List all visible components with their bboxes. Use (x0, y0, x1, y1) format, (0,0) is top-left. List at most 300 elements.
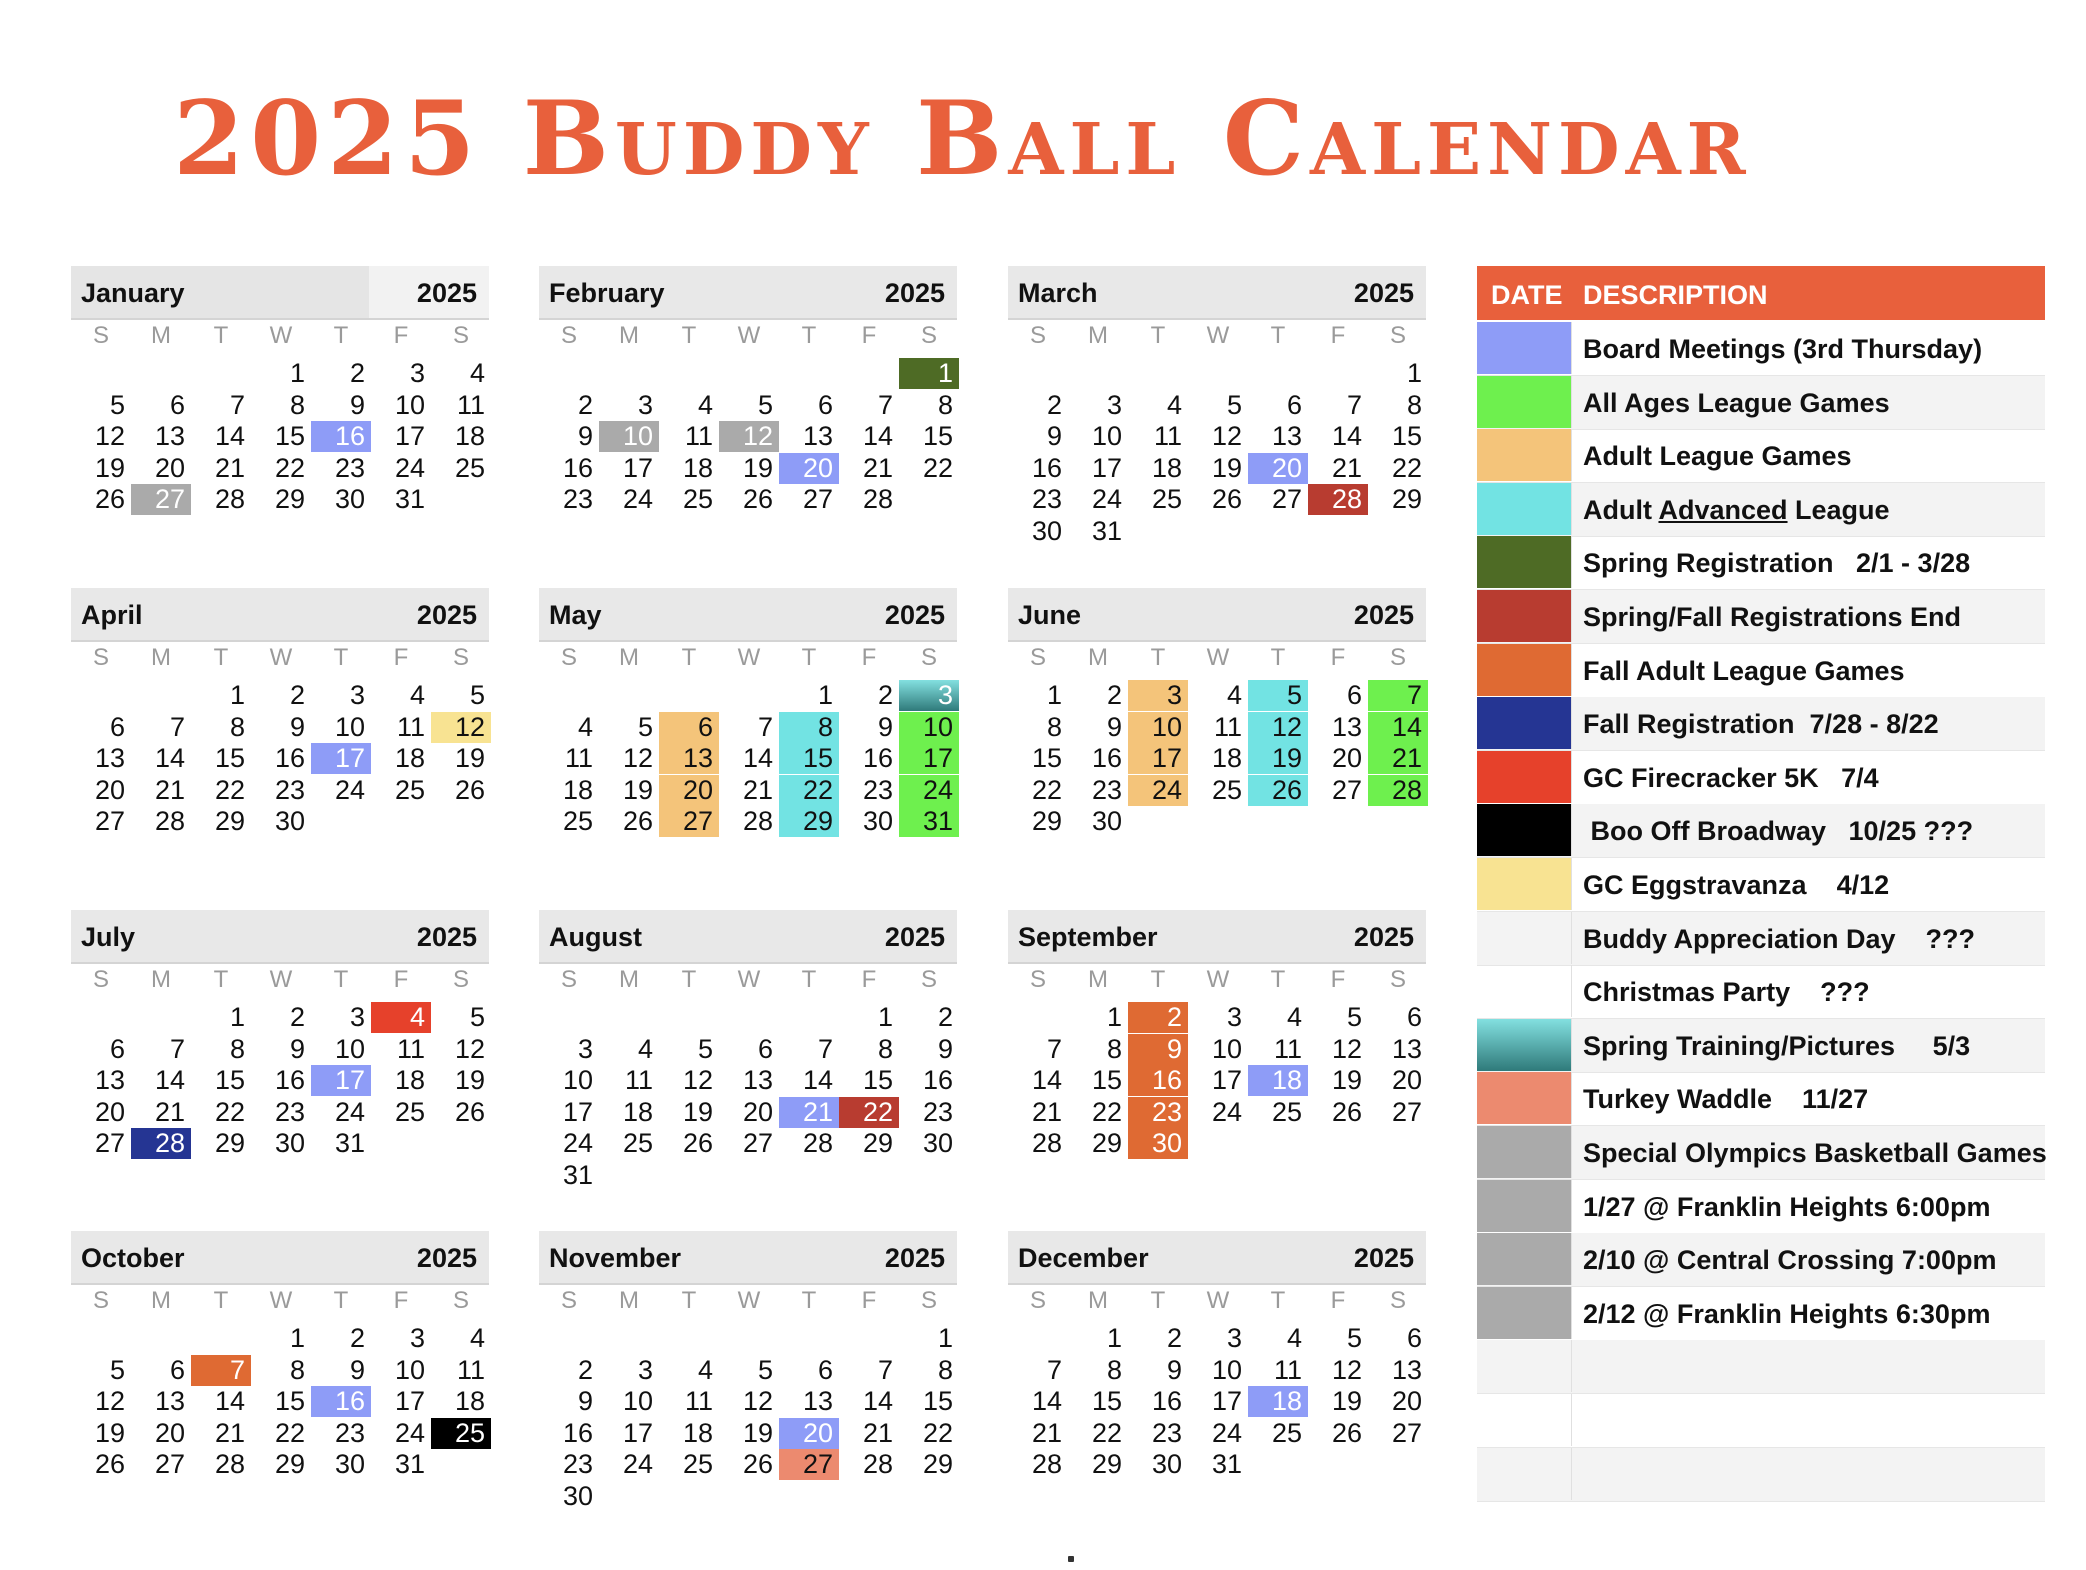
day-cell: 11 (684, 1386, 713, 1416)
weekday-label: W (269, 966, 293, 993)
day-cell: 25 (1211, 774, 1242, 805)
legend-color-swatch (1477, 1233, 1572, 1285)
weekday-label: T (213, 966, 229, 993)
weekday-label: S (92, 644, 109, 671)
day-cell-olympics: 27 (131, 484, 191, 515)
day-cell: 16 (1151, 1386, 1182, 1416)
weekday-label: S (452, 1287, 469, 1314)
day-cell: 12 (742, 1386, 773, 1416)
day-cell: 11 (396, 1033, 425, 1064)
day-cell: 14 (154, 743, 185, 773)
day-cell: 29 (922, 1449, 953, 1479)
day-cell: 23 (1151, 1417, 1182, 1448)
day-cell: 9 (289, 1033, 305, 1064)
weekday-label: S (1029, 644, 1046, 671)
weekday-label: W (737, 966, 761, 993)
legend-color-swatch (1477, 965, 1572, 1017)
legend-description: GC Firecracker 5K 7/4 (1583, 762, 1879, 793)
day-cell: 25 (622, 1128, 653, 1158)
day-cell: 24 (394, 1417, 425, 1448)
legend-row (1477, 1394, 2045, 1448)
day-cell: 31 (562, 1159, 593, 1190)
month-february (539, 266, 957, 566)
calendar-title: 2025 Buddy Ball Calendar (173, 79, 1752, 199)
day-cell: 21 (1031, 1096, 1062, 1127)
legend-row (1477, 322, 2045, 376)
day-cell: 24 (1211, 1417, 1242, 1448)
day-cell: 10 (622, 1386, 653, 1416)
day-cell: 13 (1391, 1033, 1422, 1064)
weekday-label: S (1029, 1287, 1046, 1314)
day-cell-training: 3 (899, 680, 959, 711)
day-cell: 5 (637, 711, 653, 742)
day-cell: 6 (1406, 1002, 1422, 1032)
legend-color-swatch (1477, 322, 1572, 374)
day-cell: 26 (742, 484, 773, 514)
weekday-label: S (92, 1287, 109, 1314)
legend-date-header: DATE (1491, 280, 1563, 310)
weekday-label: T (681, 966, 697, 993)
day-cell: 30 (922, 1128, 953, 1158)
month-name: March (1018, 278, 1098, 308)
day-cell: 1 (1106, 1002, 1122, 1032)
weekday-label: S (560, 322, 577, 349)
day-cell: 7 (877, 1354, 893, 1385)
day-cell: 14 (154, 1065, 185, 1095)
day-cell: 18 (394, 1065, 425, 1095)
weekday-label: T (1150, 1287, 1166, 1314)
day-cell: 21 (214, 1417, 245, 1448)
weekday-label: W (269, 644, 293, 671)
day-cell: 24 (334, 1096, 365, 1127)
day-cell: 22 (274, 452, 305, 483)
day-cell: 8 (1046, 711, 1062, 742)
day-cell: 30 (274, 1128, 305, 1158)
month-april (71, 588, 489, 888)
day-cell-advanced: 19 (1248, 743, 1308, 774)
day-cell: 27 (94, 806, 125, 836)
day-cell: 3 (637, 1354, 653, 1385)
weekday-label: F (861, 966, 877, 993)
weekday-label: F (393, 322, 409, 349)
day-cell: 11 (624, 1065, 653, 1095)
day-cell: 19 (454, 743, 485, 773)
day-cell: 15 (214, 743, 245, 773)
day-cell: 7 (757, 711, 773, 742)
day-cell: 14 (862, 421, 893, 451)
day-cell: 20 (94, 774, 125, 805)
legend-description: Spring Registration 2/1 - 3/28 (1583, 548, 1971, 579)
legend-color-swatch (1477, 644, 1572, 696)
day-cell: 7 (1046, 1033, 1062, 1064)
weekday-header-row (539, 966, 957, 996)
day-cell: 21 (214, 452, 245, 483)
day-cell: 28 (214, 1449, 245, 1479)
day-cell: 19 (1211, 452, 1242, 483)
day-cell: 5 (109, 389, 125, 420)
day-cell: 4 (637, 1033, 653, 1064)
legend-row (1477, 1233, 2045, 1287)
legend-color-swatch (1477, 1180, 1572, 1232)
day-cell: 6 (109, 711, 125, 742)
weekday-label: S (1389, 322, 1406, 349)
day-cell-falladult: 2 (1128, 1002, 1188, 1033)
day-cell: 5 (1346, 1002, 1362, 1032)
legend-description: 2/12 @ Franklin Heights 6:30pm (1583, 1298, 1991, 1329)
day-cell: 2 (289, 1002, 305, 1032)
day-cell: 3 (637, 389, 653, 420)
legend-color-swatch (1477, 912, 1572, 964)
month-year: 2025 (416, 922, 477, 952)
legend-description: Turkey Waddle 11/27 (1583, 1084, 1869, 1115)
legend-description: Boo Off Broadway 10/25 ??? (1583, 816, 1974, 847)
day-cell: 23 (562, 484, 593, 514)
day-cell: 3 (409, 358, 425, 388)
month-july (71, 910, 489, 1210)
weekday-label: T (801, 1287, 817, 1314)
month-year: 2025 (416, 278, 477, 308)
day-cell: 19 (1331, 1065, 1362, 1095)
day-cell: 8 (1106, 1033, 1122, 1064)
day-cell: 6 (1286, 389, 1302, 420)
day-cell: 1 (229, 680, 245, 710)
day-cell: 17 (1211, 1386, 1242, 1416)
month-header (539, 588, 957, 642)
month-year: 2025 (1353, 600, 1414, 630)
legend-row (1477, 376, 2045, 430)
day-cell: 18 (622, 1096, 653, 1127)
month-january (71, 266, 489, 566)
weekday-label: F (1330, 966, 1346, 993)
day-cell: 26 (682, 1128, 713, 1158)
day-cell: 13 (1271, 421, 1302, 451)
day-cell: 11 (1153, 421, 1182, 451)
weekday-label: W (1206, 644, 1230, 671)
day-cell: 18 (682, 452, 713, 483)
day-cell: 17 (1211, 1065, 1242, 1095)
weekday-label: F (1330, 322, 1346, 349)
day-cell: 5 (469, 680, 485, 710)
day-cell: 21 (1331, 452, 1362, 483)
weekday-label: W (1206, 966, 1230, 993)
day-cell: 15 (1091, 1386, 1122, 1416)
day-cell: 12 (622, 743, 653, 773)
day-cell: 16 (1031, 452, 1062, 483)
day-cell: 2 (937, 1002, 953, 1032)
day-cell: 5 (757, 389, 773, 420)
day-cell-adult: 20 (659, 775, 719, 806)
day-cell: 13 (1391, 1354, 1422, 1385)
day-cell: 9 (1166, 1354, 1182, 1385)
day-cell: 13 (94, 1065, 125, 1095)
day-cell: 14 (742, 743, 773, 773)
weekday-label: T (681, 644, 697, 671)
day-cell-egg: 12 (431, 712, 491, 743)
legend-color-swatch (1477, 376, 1572, 428)
weekday-label: T (801, 322, 817, 349)
day-cell: 2 (349, 358, 365, 388)
day-cell: 22 (214, 1096, 245, 1127)
day-cell: 23 (562, 1449, 593, 1479)
day-cell: 31 (1091, 515, 1122, 546)
day-cell: 27 (1391, 1417, 1422, 1448)
weekday-label: F (1330, 644, 1346, 671)
legend-color-swatch (1477, 858, 1572, 910)
day-cell: 16 (1091, 743, 1122, 773)
day-cell: 3 (1106, 389, 1122, 420)
weekday-label: S (920, 644, 937, 671)
legend-color-swatch (1477, 697, 1572, 749)
day-cell: 14 (1331, 421, 1362, 451)
day-cell: 2 (577, 389, 593, 420)
day-cell: 30 (1031, 515, 1062, 546)
weekday-label: S (1389, 1287, 1406, 1314)
legend-color-swatch (1477, 1126, 1572, 1178)
weekday-label: S (1389, 966, 1406, 993)
day-cell: 5 (1226, 389, 1242, 420)
weekday-label: S (920, 966, 937, 993)
day-cell: 28 (1031, 1128, 1062, 1158)
day-cell: 9 (349, 1354, 365, 1385)
day-cell: 17 (1091, 452, 1122, 483)
day-cell: 20 (1391, 1065, 1422, 1095)
month-year: 2025 (884, 278, 945, 308)
day-cell: 26 (94, 1449, 125, 1479)
weekday-label: S (452, 322, 469, 349)
weekday-label: M (619, 966, 639, 993)
day-cell: 3 (1226, 1002, 1242, 1032)
month-header (1008, 266, 1426, 320)
month-name: April (81, 600, 143, 630)
day-cell: 11 (396, 711, 425, 742)
day-cell: 1 (877, 1002, 893, 1032)
day-cell: 12 (1331, 1354, 1362, 1385)
day-cell: 7 (169, 711, 185, 742)
legend-description: Buddy Appreciation Day ??? (1583, 923, 1976, 954)
day-cell: 28 (862, 1449, 893, 1479)
weekday-label: S (560, 644, 577, 671)
legend-header (1477, 266, 2045, 320)
day-cell: 27 (1391, 1096, 1422, 1127)
month-year: 2025 (1353, 278, 1414, 308)
weekday-header-row (539, 644, 957, 674)
month-name: January (81, 278, 185, 308)
weekday-label: T (1150, 644, 1166, 671)
legend-row (1477, 1126, 2045, 1180)
month-name: July (81, 922, 136, 952)
weekday-label: S (1389, 644, 1406, 671)
day-cell-allages: 14 (1368, 712, 1428, 743)
day-cell: 11 (1213, 711, 1242, 742)
weekday-label: M (1088, 644, 1108, 671)
weekday-label: F (393, 1287, 409, 1314)
day-cell: 4 (577, 711, 593, 742)
day-cell: 6 (757, 1033, 773, 1064)
day-cell: 5 (697, 1033, 713, 1064)
day-cell: 24 (1211, 1096, 1242, 1127)
day-cell-falladult: 7 (191, 1355, 251, 1386)
day-cell: 16 (562, 452, 593, 483)
legend-description: Spring Training/Pictures 5/3 (1583, 1030, 1971, 1061)
day-cell: 7 (877, 389, 893, 420)
day-cell: 24 (622, 1449, 653, 1479)
legend-row (1477, 1180, 2045, 1234)
weekday-label: T (681, 322, 697, 349)
month-header (1008, 910, 1426, 964)
day-cell: 11 (1273, 1354, 1302, 1385)
day-cell-advanced: 26 (1248, 775, 1308, 806)
weekday-label: T (213, 1287, 229, 1314)
day-cell-adult: 17 (1128, 743, 1188, 774)
day-cell: 30 (562, 1480, 593, 1511)
day-cell: 16 (862, 743, 893, 773)
month-may (539, 588, 957, 888)
month-october (71, 1231, 489, 1531)
day-cell: 29 (862, 1128, 893, 1158)
weekday-label: W (737, 322, 761, 349)
month-march (1008, 266, 1426, 566)
weekday-label: F (861, 1287, 877, 1314)
weekday-label: M (151, 322, 171, 349)
legend-description: Special Olympics Basketball Games (1583, 1138, 2047, 1168)
day-cell: 6 (169, 389, 185, 420)
weekday-label: M (151, 966, 171, 993)
weekday-label: T (801, 966, 817, 993)
day-cell: 19 (622, 774, 653, 805)
day-cell: 2 (1166, 1323, 1182, 1353)
month-header (71, 266, 489, 320)
day-cell: 3 (409, 1323, 425, 1353)
legend-color-swatch (1477, 1287, 1572, 1339)
month-name: August (549, 922, 642, 952)
legend-color-swatch (1477, 1448, 1572, 1500)
day-cell-adult: 24 (1128, 775, 1188, 806)
day-cell: 25 (562, 806, 593, 836)
weekday-label: F (393, 644, 409, 671)
day-cell: 20 (154, 452, 185, 483)
day-cell: 30 (1151, 1449, 1182, 1479)
day-cell: 23 (1031, 484, 1062, 514)
day-cell-adult: 27 (659, 806, 719, 837)
day-cell-falladult: 9 (1128, 1034, 1188, 1065)
day-cell-advanced: 5 (1248, 680, 1308, 711)
day-cell: 23 (1091, 774, 1122, 805)
weekday-label: W (269, 1287, 293, 1314)
day-cell: 10 (334, 1033, 365, 1064)
legend-description: Adult League Games (1583, 441, 1852, 472)
day-cell: 29 (274, 484, 305, 514)
month-name: November (549, 1243, 682, 1273)
legend-row (1477, 644, 2045, 698)
day-cell-board: 21 (779, 1097, 839, 1128)
legend-row (1477, 429, 2045, 483)
day-cell: 27 (1331, 774, 1362, 805)
legend-row (1477, 536, 2045, 590)
legend-description: 1/27 @ Franklin Heights 6:00pm (1583, 1191, 1991, 1222)
month-header (1008, 588, 1426, 642)
day-cell: 19 (94, 1417, 125, 1448)
day-cell: 9 (877, 711, 893, 742)
day-cell: 15 (1391, 421, 1422, 451)
legend-color-swatch (1477, 429, 1572, 481)
day-cell-turkey: 27 (779, 1449, 839, 1480)
day-cell: 22 (274, 1417, 305, 1448)
day-cell: 4 (1166, 389, 1182, 420)
day-cell: 13 (802, 421, 833, 451)
day-cell: 8 (877, 1033, 893, 1064)
weekday-label: T (1270, 1287, 1286, 1314)
weekday-label: S (92, 322, 109, 349)
legend-description: 2/10 @ Central Crossing 7:00pm (1583, 1245, 1997, 1276)
day-cell: 19 (742, 452, 773, 483)
day-cell: 19 (94, 452, 125, 483)
day-cell: 18 (1151, 452, 1182, 483)
legend-description: Christmas Party ??? (1583, 977, 1870, 1008)
day-cell: 24 (622, 484, 653, 514)
day-cell: 13 (1331, 711, 1362, 742)
day-cell: 21 (862, 1417, 893, 1448)
weekday-label: T (333, 1287, 349, 1314)
weekday-label: F (393, 966, 409, 993)
weekday-header-row (1008, 322, 1426, 352)
day-cell: 30 (334, 484, 365, 514)
day-cell: 26 (94, 484, 125, 514)
day-cell: 21 (154, 774, 185, 805)
day-cell: 30 (862, 806, 893, 836)
weekday-label: T (333, 966, 349, 993)
day-cell: 19 (454, 1065, 485, 1095)
day-cell-olympics: 12 (719, 421, 779, 452)
day-cell: 31 (394, 484, 425, 514)
day-cell: 27 (742, 1128, 773, 1158)
day-cell: 2 (877, 680, 893, 710)
weekday-header-row (71, 966, 489, 996)
day-cell: 15 (1091, 1065, 1122, 1095)
day-cell: 29 (1391, 484, 1422, 514)
month-name: October (81, 1243, 185, 1273)
day-cell: 16 (274, 743, 305, 773)
day-cell: 21 (1031, 1417, 1062, 1448)
month-header (539, 910, 957, 964)
day-cell: 10 (1091, 421, 1122, 451)
day-cell: 25 (454, 452, 485, 483)
day-cell: 21 (862, 452, 893, 483)
weekday-label: T (681, 1287, 697, 1314)
day-cell: 13 (94, 743, 125, 773)
day-cell: 12 (1331, 1033, 1362, 1064)
day-cell: 30 (334, 1449, 365, 1479)
day-cell: 4 (1286, 1002, 1302, 1032)
day-cell: 20 (1331, 743, 1362, 773)
day-cell: 26 (1331, 1096, 1362, 1127)
month-header (539, 1231, 957, 1285)
day-cell: 9 (577, 421, 593, 451)
legend-row (1477, 590, 2045, 644)
day-cell-advanced: 22 (779, 775, 839, 806)
day-cell: 27 (802, 484, 833, 514)
day-cell: 5 (469, 1002, 485, 1032)
day-cell: 2 (1046, 389, 1062, 420)
day-cell: 30 (1091, 806, 1122, 836)
weekday-header-row (1008, 1287, 1426, 1317)
weekday-label: M (151, 644, 171, 671)
weekday-label: M (1088, 322, 1108, 349)
weekday-label: T (801, 644, 817, 671)
day-cell-board: 17 (311, 743, 371, 774)
weekday-label: S (920, 322, 937, 349)
day-cell: 12 (1211, 421, 1242, 451)
day-cell: 12 (94, 421, 125, 451)
